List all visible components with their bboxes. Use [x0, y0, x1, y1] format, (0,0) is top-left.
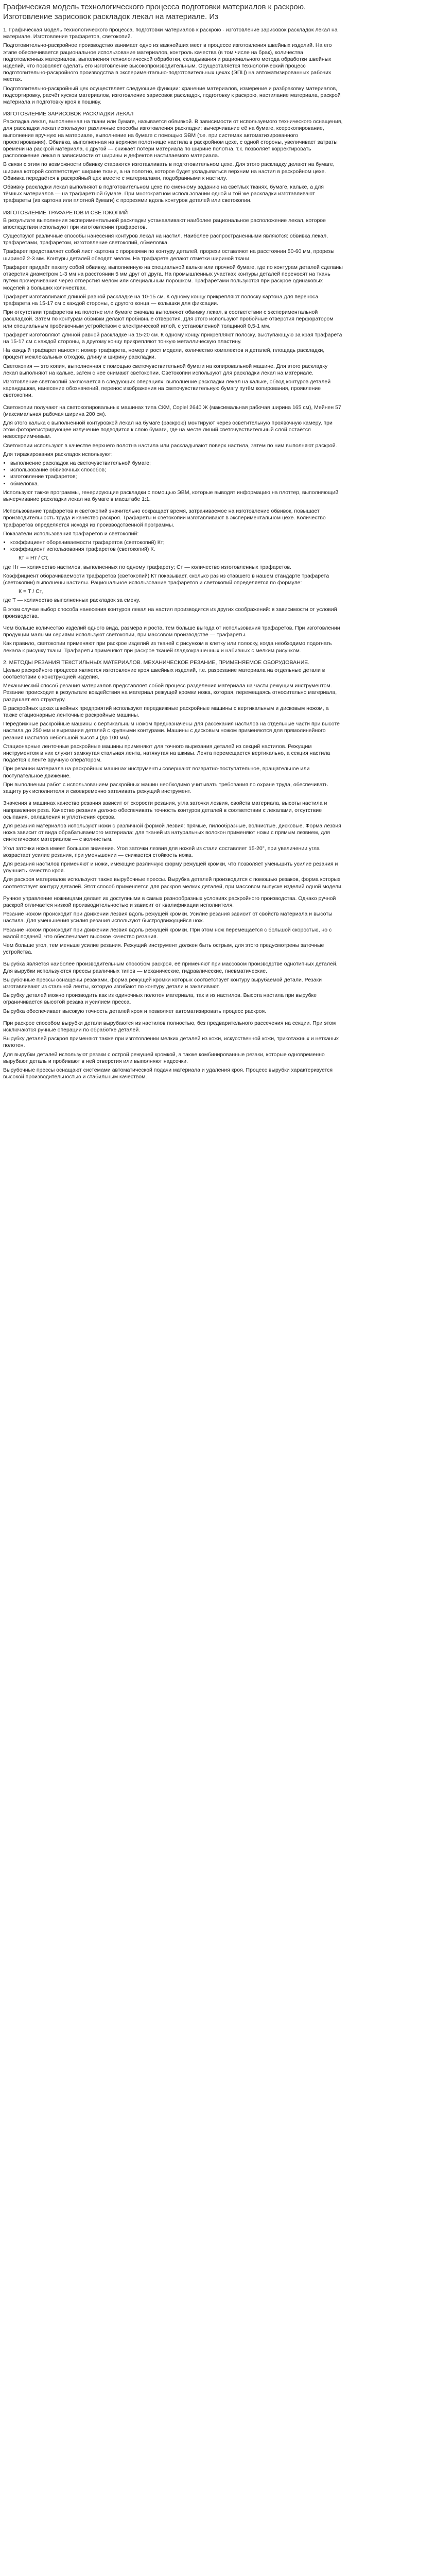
document-section — [3, 404, 343, 503]
paragraph: Светокопии используют в качестве верхнего полотна настила или раскладывают поверх настила, затем по ним выполняют раскрой. — [3, 442, 337, 449]
paragraph: На каждый трафарет наносят: номер трафарета, номер и рост модели, количество комплектов и деталей, площадь раскладки, процент межлекальных отходов, длину и ширину раскладки. — [3, 347, 325, 361]
paragraph: Существуют различные способы нанесения контуров лекал на настил. Наиболее распространенными являются: обвивка лекал, трафаретами, трафаретом, изготовление светокопий, обмеловка. — [3, 233, 328, 246]
paragraph: Изготовление светокопий заключается в следующих операциях: выполнение раскладки лекал на кальке, обвод контуров деталей карандашом, нанесение обозначений, перенос изображения на светочувствительную бумагу путём копирования, проявление светокопии. — [3, 378, 331, 399]
paragraph: Обвивку раскладки лекал выполняют в подготовительном цехе по сменному заданию на светлых тканях, бумаге, кальке, а для тёмных материалов — на трафаретной бумаге. При многократном использовании одной и той же раскладки изготавливают трафареты (из картона или плотной бумаги) с прорезями вдоль контуров деталей или светокопии. — [3, 184, 324, 204]
list-item: • использование обвивочных способов; — [10, 467, 343, 473]
paragraph: Целью раскройного процесса является изготовление кроя швейных изделий, т.е. разрезание материала на отдельные детали в соответствии с конструкцией изделия. — [3, 667, 325, 681]
paragraph: Светокопии получают на светокопировальных машинах типа СКМ, Copiel 2640 Ж (максимальная рабочая ширина 165 см), Мейнен 57 (максимальная рабочая ширина 200 см). — [3, 404, 341, 417]
paragraph: Стационарные ленточные раскройные машины применяют для точного вырезания деталей из секций настилов. Режущим инструментом в них служит замкнутая стальная лента, натянутая на шкивы. Лента перемещается вертикально, а секция настила подаётся к ленте вручную оператором. — [3, 743, 330, 764]
paragraph: Вырубку деталей раскроя применяют также при изготовлении мелких деталей из кожи, искусственной кожи, трикотажных и нетканых полотен. — [3, 1036, 339, 1049]
document-section — [3, 1020, 343, 1081]
paragraph: Вырубочные прессы оснащают системами автоматической подачи материала и удаления кроя. Процесс вырубки характеризуется высокой производительностью и стабильным качеством. — [3, 1067, 333, 1080]
paragraph: Вырубку деталей можно производить как из одиночных полотен материала, так и из настилов. Высота настила при вырубке ограничивается высотой резака и усилием пресса. — [3, 992, 317, 1006]
paragraph: Для раскроя материалов используют также вырубочные прессы. Вырубка деталей производится с помощью резаков, форма которых соответствует контуру деталей. Этот способ применяется для раскроя мелких деталей, при массовом выпуске изделий одной модели. — [3, 876, 343, 890]
paragraph: В раскройных цехах швейных предприятий используют передвижные раскройные машины с вертикальным и дисковым ножом, а также стационарные ленточные раскройные машины. — [3, 705, 329, 719]
list-item: • коэффициент использования трафаретов (светокопий) К. — [10, 546, 343, 553]
paragraph: Механический способ резания материалов представляет собой процесс разделения материала на части режущим инструментом. Резание происходит в результате воздействия на материал режущей кромки ножа, которая, перемещаясь относительно материала, разрушает его структуру. — [3, 683, 337, 703]
page-title: Графическая модель технологического процесса подготовки материалов к раскрою. Изготовление зарисовок раскладок лекал на материале. Из — [3, 3, 306, 21]
paragraph: где Т — количество выполненных раскладок за смену. — [3, 597, 141, 604]
paragraph: Подготовительно-раскройное производство занимает одно из важнейших мест в процессе изготовления швейных изделий. На его этапе обеспечивается рациональное использование материалов, контроль качества (в том числе на брак), количества подготовленных материалов, выполнения технологической обработки, складывания и рационального метода обработки швейных изделий, что позволяет сделать его изготовление высокопроизводительным. Осуществляется технологический процесс подготовительно-раскройного производства в экспериментально-подготовительных цехах (ЭПЦ) на автоматизированных рабочих местах. — [3, 42, 332, 83]
document-section — [3, 895, 343, 956]
bullet-list — [3, 539, 343, 553]
paragraph: Вырубка обеспечивает высокую точность деталей кроя и позволяет автоматизировать процесс раскроя. — [3, 1008, 267, 1014]
paragraph: Как правило, светокопии применяют при раскрое изделий из тканей с рисунком в клетку или полоску, когда необходимо подогнать лекала к рисунку ткани. Трафареты применяют при раскрое тканей гладкокрашенных и набивных с мелким рисунком. — [3, 640, 332, 654]
paragraph: Показатели использования трафаретов и светокопий: — [3, 530, 139, 537]
paragraph: Светокопия — это копия, выполненная с помощью светочувствительной бумаги на копировальной машине. Для этого раскладку лекал выполняют на кальке, затем с нее снимают светокопии. Светокопии используют для раскладки лекал на материале. — [3, 363, 328, 376]
paragraph: Используют также программы, генерирующие раскладки с помощью ЭВМ, которые выводят информацию на плоттер, выполняющий вычерчивание раскладки лекал на бумаге в масштабе 1:1. — [3, 489, 339, 502]
paragraph: где Нт — количество настилов, выполненных по одному трафарету; Ст — количество изготовленных трафаретов. — [3, 564, 292, 570]
bullet-list — [3, 460, 343, 487]
paragraph: Использование трафаретов и светокопий значительно сокращает время, затрачиваемое на изготовление обвивок, повышает производительность труда и качество раскроя. Трафареты и светокопии изготавливают в экспериментальном цехе. Количество трафаретов определяется исходя из производственной программы. — [3, 508, 326, 528]
paragraph: Чем больше количество изделий одного вида, размера и роста, тем больше выгода от использования трафаретов. При изготовлении продукции малыми сериями используют светокопии, при массовом производстве — трафареты. — [3, 625, 340, 638]
paragraph: Для тиражирования раскладок используют: — [3, 451, 113, 457]
document-section — [3, 111, 343, 204]
paragraph: В связи с этим по возможности обвивку стараются изготавливать в подготовительном цехе. Для этого раскладку делают на бумаге, ширина которой соответствует ширине ткани, а на полотно, которое будет укладываться верхним на настил в раскройном цехе. Обвивка передаётся в раскройный цех вместе с материалами, подобранными к настилу. — [3, 161, 335, 181]
paragraph: Вырубочные прессы оснащены резаками, форма режущей кромки которых соответствует контуру вырубаемой детали. Резаки изготавливают из стальной ленты, которую изгибают по контуру детали и закаливают. — [3, 976, 322, 990]
paragraph: При раскрое способом вырубки детали вырубаются из настилов полностью, без предварительного рассечения на секции. При этом исключаются ручные операции по обработке деталей. — [3, 1020, 336, 1033]
document-section — [3, 508, 343, 620]
paragraph: Коэффициент оборачиваемости трафаретов (светокопий) Кт показывает, сколько раз из ставшего в нашем стандарте трафарета (светокопии) выполнены настилы. Рациональное использование трафаретов и светокопий определяется по формуле: — [3, 572, 329, 586]
paragraph: В этом случае выбор способа нанесения контуров лекал на настил производится из других соображений: в зависимости от условий производства. — [3, 606, 337, 619]
list-item: • обмеловка. — [10, 481, 343, 487]
paragraph: Для резания материалов используют ножи с различной формой лезвия: прямые, пилообразные, волнистые, дисковые. Форма лезвия ножа зависит от вида обрабатываемого материала: для тканей из натуральных волокон применяют ножи с прямым лезвием, для синтетических материалов — с волнистым. — [3, 822, 341, 843]
list-item: • изготовление трафаретов; — [10, 473, 343, 480]
document-section — [3, 659, 343, 795]
paragraph: При отсутствии трафаретов на полотне или бумаге сначала выполняют обвивку лекал, в соответствии с экспериментальной раскладкой. Затем по контурам обвивки делают пробивные отверстия. Для этого используют пробойные отверстия перфоратором или специальным пробивочным устройством с электрической иглой, с установленной толщиной 0,5-1 мм. — [3, 309, 334, 329]
paragraph: Для вырубки деталей используют резаки с острой режущей кромкой, а также комбинированные резаки, которые одновременно вырубают деталь и пробивают в ней отверстия или выполняют надсечки. — [3, 1051, 325, 1064]
paragraph: 1. Графическая модель технологического процесса. подготовки материалов к раскрою · изготовление зарисовок раскладок лекал на материале. Изготовление трафаретов, светокопий. — [3, 27, 338, 40]
list-item: • коэффициент оборачиваемости трафаретов (светокопий) Кт; — [10, 539, 343, 546]
paragraph: Для резания настилов применяют и ножи, имеющие различную форму режущей кромки, что позволяет уменьшить усилие резания и улучшить качество кроя. — [3, 860, 338, 874]
paragraph: Чем больше угол, тем меньше усилие резания. Режущий инструмент должен быть острым, для этого предусмотрены заточные устройства. — [3, 942, 324, 956]
paragraph: Передвижные раскройные машины с вертикальным ножом предназначены для рассекания настилов на отдельные части при высоте настила до 250 мм и вырезания деталей с крупными контурами. Машины с дисковым ножом применяются для прямолинейного резания настилов небольшой высоты (до 100 мм). — [3, 721, 340, 741]
paragraph: Ручное управление ножницами делает их доступными в самых разнообразных условиях раскройного производства. Однако ручной раскрой отличается низкой производительностью и зависит от квалификации исполнителя. — [3, 895, 336, 908]
paragraph: Трафарет представляет собой лист картона с прорезями по контуру деталей, прорези оставляют на расстоянии 50-60 мм, прорезы шириной 2-3 мм. Контуры деталей обводят мелом. На трафарете делают отметки шириной ткани. — [3, 248, 335, 262]
paragraph: Трафарет придаёт пакету собой обвивку, выполненную на специальной кальке или прочной бумаге, где по контурам деталей сделаны отверстия диаметром 1-3 мм на расстоянии 5 мм друг от друга. На промышленных участках контуры деталей переносят на ткань путем прочерчивания через отверстия мелом или специальным порошком. Трафаретами пользуются при раскрое одинаковых моделей в больших количествах. — [3, 264, 343, 291]
formula: К = Т / Ст, — [19, 588, 43, 595]
document-section — [3, 625, 343, 654]
paragraph: Трафарет изготовляют длиной равной раскладке на 15-20 см. К одному концу прикрепляют полоску, выступающую за края трафарета на 15-17 см с каждой стороны, а другому концу прикрепляют тонкую металлическую пластину. — [3, 331, 342, 345]
paragraph: При выполнении работ с использованием раскройных машин необходимо учитывать требования по охране труда, обеспечивать защиту рук исполнителя и своевременно затачивать режущий инструмент. — [3, 781, 328, 795]
paragraph: Значения в машинах качество резания зависит от скорости резания, угла заточки лезвия, свойств материала, высоты настила и направления реза. Качество резания должно обеспечивать точность контуров деталей в соответствии с лекалами, отсутствие осыпания, оплавления и уплотнения срезов. — [3, 800, 327, 820]
paragraph: Угол заточки ножа имеет большое значение. Угол заточки лезвия для ножей из стали составляет 15-20°, при увеличении угла возрастает усилие резания, при уменьшении — снижается стойкость ножа. — [3, 845, 320, 858]
document-section — [3, 800, 343, 890]
paragraph: Для этого калька с выполненной контуровкой лекал на бумаге (раскрою) монтируют через осветительную проявочную камеру, при этом фоторегистрирующее излучение подводится к слою бумаги, где на месте линий светочувствительный слой остаётся невосприимчивым. — [3, 419, 333, 440]
section-heading: 2. МЕТОДЫ РЕЗАНИЯ ТЕКСТИЛЬНЫХ МАТЕРИАЛОВ. МЕХАНИЧЕСКОЕ РЕЗАНИЕ, ПРИМЕНЯЕМОЕ ОБОРУДОВАНИЕ. — [3, 659, 310, 666]
document-section — [3, 961, 343, 1014]
paragraph: В результате выполнения экспериментальной раскладки устанавливают наиболее рациональное расположение лекал, которое впоследствии используют при изготовлении трафаретов. — [3, 217, 326, 230]
paragraph: Резание ножом происходит при движении лезвия вдоль режущей кромки. Усилие резания зависит от свойств материала и высоты настила. Для уменьшения усилия резания используют быстродвижущийся нож. — [3, 911, 333, 924]
formula: Кт = Нт / Ст, — [19, 555, 49, 562]
paragraph: При резании материала на раскройных машинах инструменты совершают возвратно-поступательное, вращательное или поступательное движение. — [3, 766, 310, 779]
section-heading: ИЗГОТОВЛЕНИЕ ЗАРИСОВОК РАСКЛАДКИ ЛЕКАЛ — [3, 111, 134, 117]
paragraph: Вырубка является наиболее производительным способом раскроя, её применяют при массовом производстве однотипных деталей. Для вырубки используются прессы различных типов — механические, гидравлические, пневматические. — [3, 961, 338, 974]
paragraph: Подготовительно-раскройный цех осуществляет следующие функции: хранение материалов, измерение и разбраковку материалов, подсортировку, расчёт кусков материалов, изготовление зарисовок раскладок, подготовку к раскрою, настилание материала, раскрой материала и подготовку кроя к пошиву. — [3, 85, 341, 106]
list-item: • выполнение раскладок на светочувствительной бумаге; — [10, 460, 343, 467]
document — [3, 2, 343, 1082]
paragraph: Трафарет изготавливают длиной равной раскладке на 10-15 см. К одному концу прикрепляют полоску картона для переноса трафарета на 15-17 см с каждой стороны, с другого конца — колышки для фиксации. — [3, 293, 319, 307]
paragraph: Раскладка лекал, выполненная на ткани или бумаге, называется обвивкой. В зависимости от используемого технического оснащения, для раскладки лекал используют различные способы изготовления раскладки: вычерчивание её на бумаге, ксерокопирование, выполнение вручную на материале, выполнение на бумаге с помощью ЭВМ (т.е. при системах автоматизированного проектирования). Обвивка, выполненная на верхнем полотнище настила в раскройном цехе, с одной стороны, увеличивает затраты времени на раскрой материала, с другой — снижает потери материала по ширине полотна, т.к. позволяет корректировать расположение лекал в зависимости от ширины и дефектов настилаемого материала. — [3, 118, 343, 159]
document-section — [3, 27, 343, 106]
document-section — [3, 210, 343, 399]
document-body — [3, 27, 343, 1080]
section-heading: ИЗГОТОВЛЕНИЕ ТРАФАРЕТОВ И СВЕТОКОПИЙ — [3, 209, 128, 216]
paragraph: Резание ножом происходит при движении лезвия вдоль режущей кромки. При этом нож перемещается с большой скоростью, но с малой подачей, что обеспечивает высокое качество резания. — [3, 926, 332, 940]
